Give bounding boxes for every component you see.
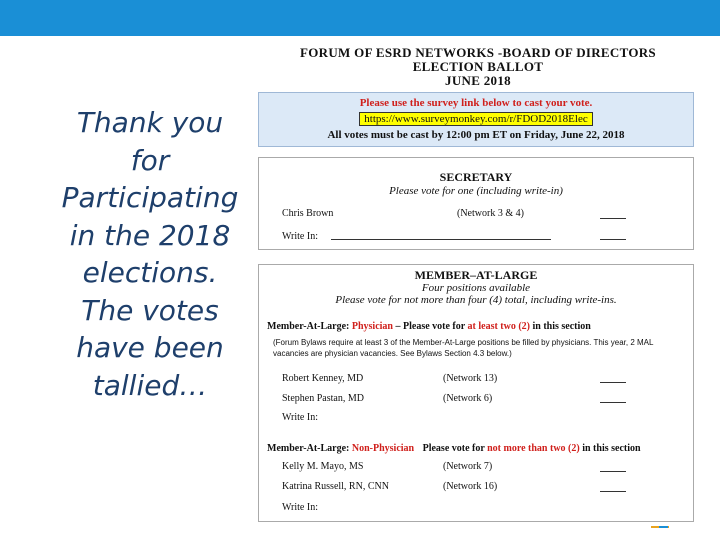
write-in-field[interactable] <box>331 239 551 240</box>
thank-you-line: elections. <box>82 256 218 289</box>
candidate-network: (Network 6) <box>443 393 493 404</box>
ballot-title <box>258 46 698 88</box>
header-suffix: in this section <box>532 321 591 332</box>
physician-header <box>267 321 591 332</box>
non-physician-header <box>267 443 641 454</box>
write-in-label: Write In: <box>282 502 318 513</box>
header-category: Non-Physician <box>351 443 415 454</box>
header-emphasis: at least two (2) <box>467 321 530 332</box>
header-prefix: Member-At-Large: <box>267 443 350 454</box>
survey-link[interactable]: https://www.surveymonkey.com/r/FDOD2018Elec <box>359 112 592 126</box>
notice-instruction: Please use the survey link below to cast your vote. <box>359 97 593 109</box>
vote-line <box>600 491 626 492</box>
vote-line <box>600 402 626 403</box>
ballot-title-line: FORUM OF ESRD NETWORKS -BOARD OF DIRECTORS <box>300 45 656 60</box>
thank-you-line: for <box>130 143 170 177</box>
vote-line <box>600 218 626 219</box>
vote-line <box>600 382 626 383</box>
thank-you-line: Thank you <box>76 106 224 139</box>
thank-you-line: have been <box>76 331 224 364</box>
header-middle: – Please vote for <box>395 321 466 332</box>
thank-you-line: in the 2018 <box>69 218 231 252</box>
write-in-label: Write In: <box>282 412 318 423</box>
header-category: Physician <box>351 321 393 332</box>
candidate-name: Chris Brown <box>282 208 334 219</box>
ballot-title-line: ELECTION BALLOT <box>412 59 544 74</box>
ballot-title-line: JUNE 2018 <box>445 73 511 88</box>
vote-line <box>600 239 626 240</box>
notice-deadline: All votes must be cast by 12:00 pm ET on Friday, June 22, 2018 <box>327 129 625 141</box>
member-at-large-section <box>258 264 694 522</box>
mal-title: MEMBER–AT-LARGE <box>414 268 538 282</box>
voting-notice <box>258 92 694 147</box>
thank-you-line: The votes <box>81 293 219 327</box>
candidate-network: (Network 7) <box>443 461 493 472</box>
candidate-network: (Network 3 & 4) <box>457 208 524 219</box>
candidate-name: Stephen Pastan, MD <box>282 393 364 404</box>
bylaws-note: (Forum Bylaws require at least 3 of the Member-At-Large positions be filled by physicians. This year, 2 MAL vacancies are physician vacancies. See Bylaws Section 4.3 below.) <box>273 338 654 358</box>
candidate-network: (Network 13) <box>443 373 498 384</box>
secretary-subtitle: Please vote for one (including write-in) <box>389 185 563 197</box>
header-prefix: Member-At-Large: <box>267 321 350 332</box>
candidate-name: Katrina Russell, RN, CNN <box>282 481 389 492</box>
thank-you-message <box>40 104 260 404</box>
candidate-name: Robert Kenney, MD <box>282 373 364 384</box>
thank-you-line: Participating <box>61 181 239 214</box>
top-banner <box>0 0 720 36</box>
secretary-title: SECRETARY <box>439 170 513 184</box>
candidate-network: (Network 16) <box>443 481 498 492</box>
write-in-label: Write In: <box>282 231 318 242</box>
vote-line <box>600 471 626 472</box>
secretary-section <box>258 157 694 250</box>
header-suffix: in this section <box>582 443 641 454</box>
thank-you-line: tallied… <box>92 368 208 402</box>
footer-accent <box>659 526 668 528</box>
header-middle: Please vote for <box>422 443 485 454</box>
mal-instructions: Please vote for not more than four (4) total, including write-ins. <box>335 294 617 306</box>
candidate-name: Kelly M. Mayo, MS <box>282 461 364 472</box>
header-emphasis: not more than two (2) <box>487 443 580 454</box>
mal-subtitle: Four positions available <box>421 282 531 294</box>
